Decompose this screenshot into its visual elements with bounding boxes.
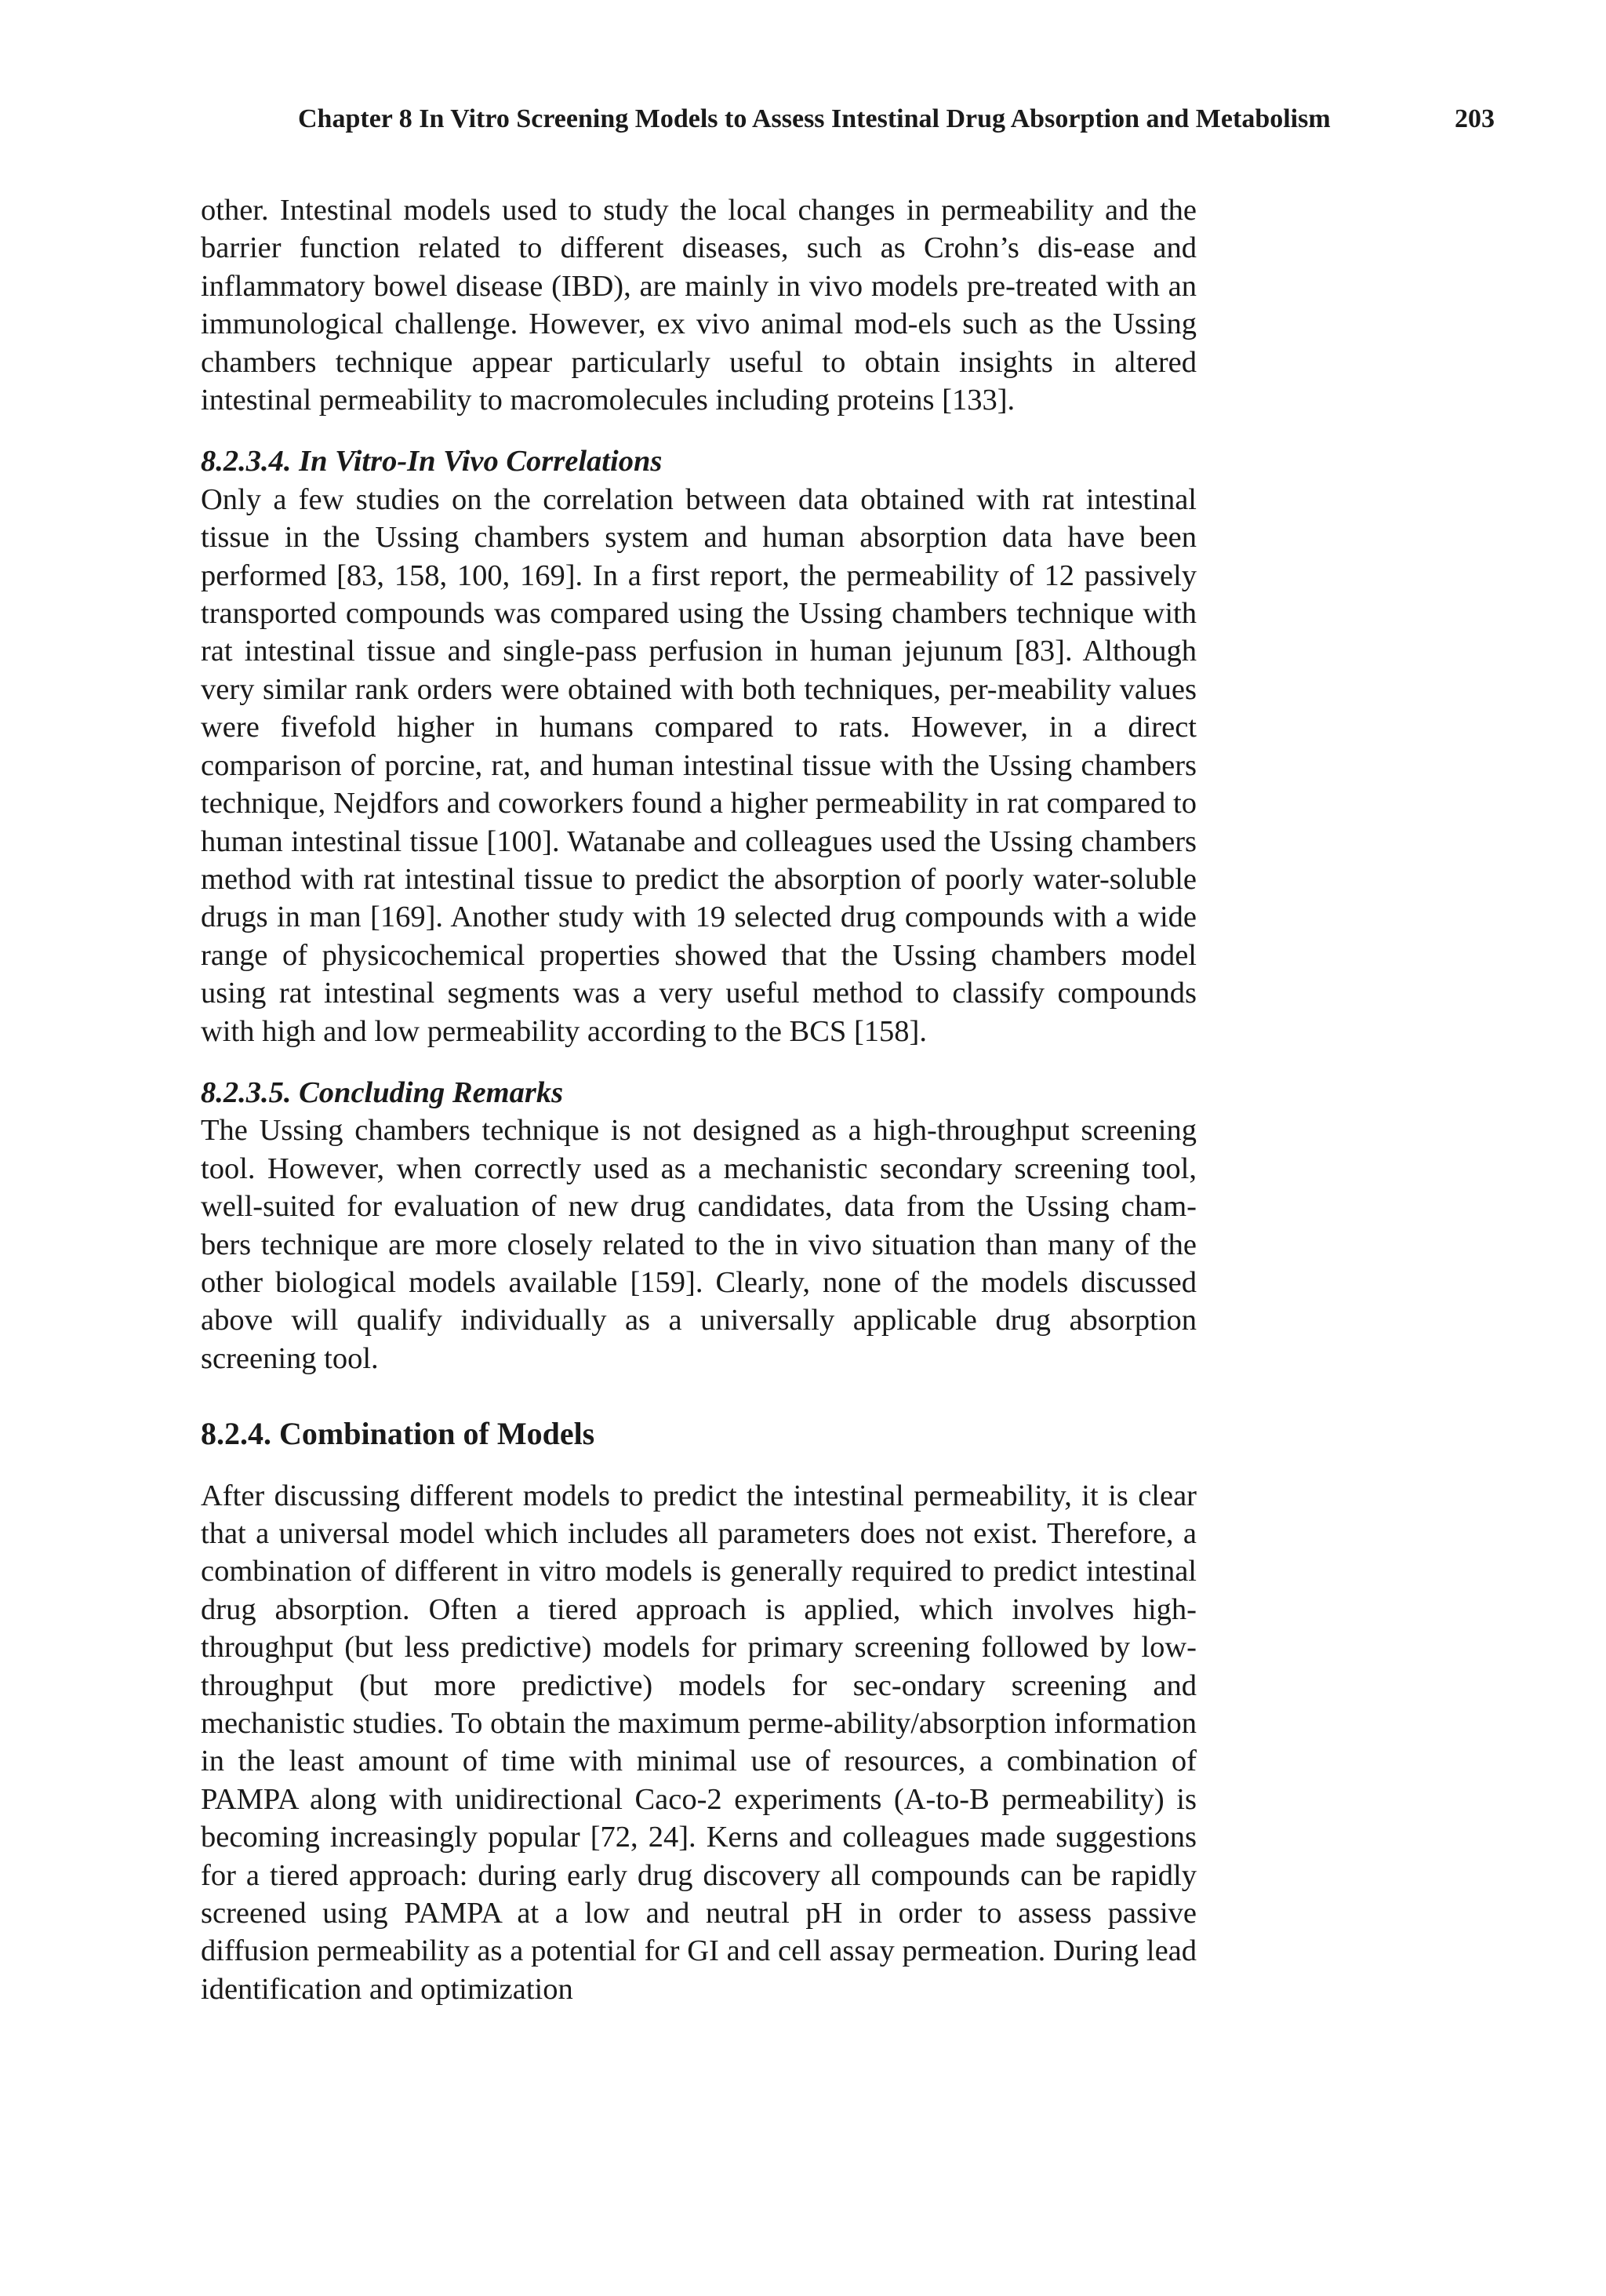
paragraph-concluding-remarks: The Ussing chambers technique is not designed as a high-throughput screening tool. However, when correctly used as a mechanistic secondary screening tool, well-suited for evaluation of new drug candidates, data from the Ussing cham-bers technique are more closely related to the in vivo situation than many of the other biological models available [159]. Clearly, none of the models discussed above will qualify individually as a universally applicable drug absorption screening tool. xyxy=(201,1114,1197,1375)
paragraph-in-vitro-in-vivo-correlations: Only a few studies on the correlation between data obtained with rat intestinal tissue in the Ussing chambers system and human absorption data have been performed [83, 158, 100, 169]. In a first report, the permeability of 12 passively transported compounds was compared using the Ussing chambers technique with rat intestinal tissue and single-pass perfusion in human jejunum [83]. Although very similar rank orders were obtained with both techniques, per-meability values were fivefold higher in humans compared to rats. However, in a direct comparison of porcine, rat, and human intestinal tissue with the Ussing chambers technique, Nejdfors and coworkers found a higher permeability in rat compared to human intestinal tissue [100]. Watanabe and colleagues used the Ussing chambers method with rat intestinal tissue to predict the absorption of poorly water-soluble drugs in man [169]. Another study with 19 selected drug compounds with a wide range of physicochemical properties showed that the Ussing chambers model using rat intestinal segments was a very useful method to classify compounds with high and low permeability according to the BCS [158]. xyxy=(201,482,1197,1048)
paragraph-permeability-diseases: other. Intestinal models used to study the local changes in permeability and the barrier function related to different diseases, such as Crohn’s dis-ease and inflammatory bowel disease (IBD), are mainly in vivo models pre-treated with an immunological challenge. However, ex vivo animal mod-els such as the Ussing chambers technique appear particularly useful to obtain insights in altered intestinal permeability to macromolecules including proteins [133]. xyxy=(201,194,1197,417)
heading-8-2-3-5: 8.2.3.5. Concluding Remarks xyxy=(201,1075,564,1109)
page-number: 203 xyxy=(1455,104,1495,133)
body-text xyxy=(201,191,1197,2008)
heading-8-2-3-4: 8.2.3.4. In Vitro-In Vivo Correlations xyxy=(201,445,663,478)
running-head-title: Chapter 8 In Vitro Screening Models to Assess Intestinal Drug Absorption and Metabolism xyxy=(298,104,1331,133)
heading-8-2-4: 8.2.4. Combination of Models xyxy=(201,1416,595,1452)
running-head xyxy=(298,100,1495,138)
paragraph-combination-of-models: After discussing different models to predict the intestinal permeability, it is clear that a universal model which includes all parameters does not exist. Therefore, a combination of different in vitro models is generally required to predict intestinal drug absorption. Often a tiered approach is applied, which involves high-throughput (but less predictive) models for primary screening followed by low-throughput (but more predictive) models for sec-ondary screening and mechanistic studies. To obtain the maximum perme-ability/absorption information in the least amount of time with minimal use of resources, a combination of PAMPA along with unidirectional Caco-2 experiments (A-to-B permeability) is becoming increasingly popular [72, 24]. Kerns and colleagues made suggestions for a tiered approach: during early drug discovery all compounds can be rapidly screened using PAMPA at a low and neutral pH in order to assess passive diffusion permeability as a potential for GI and cell assay permeation. During lead identification and optimization xyxy=(201,1479,1197,2006)
